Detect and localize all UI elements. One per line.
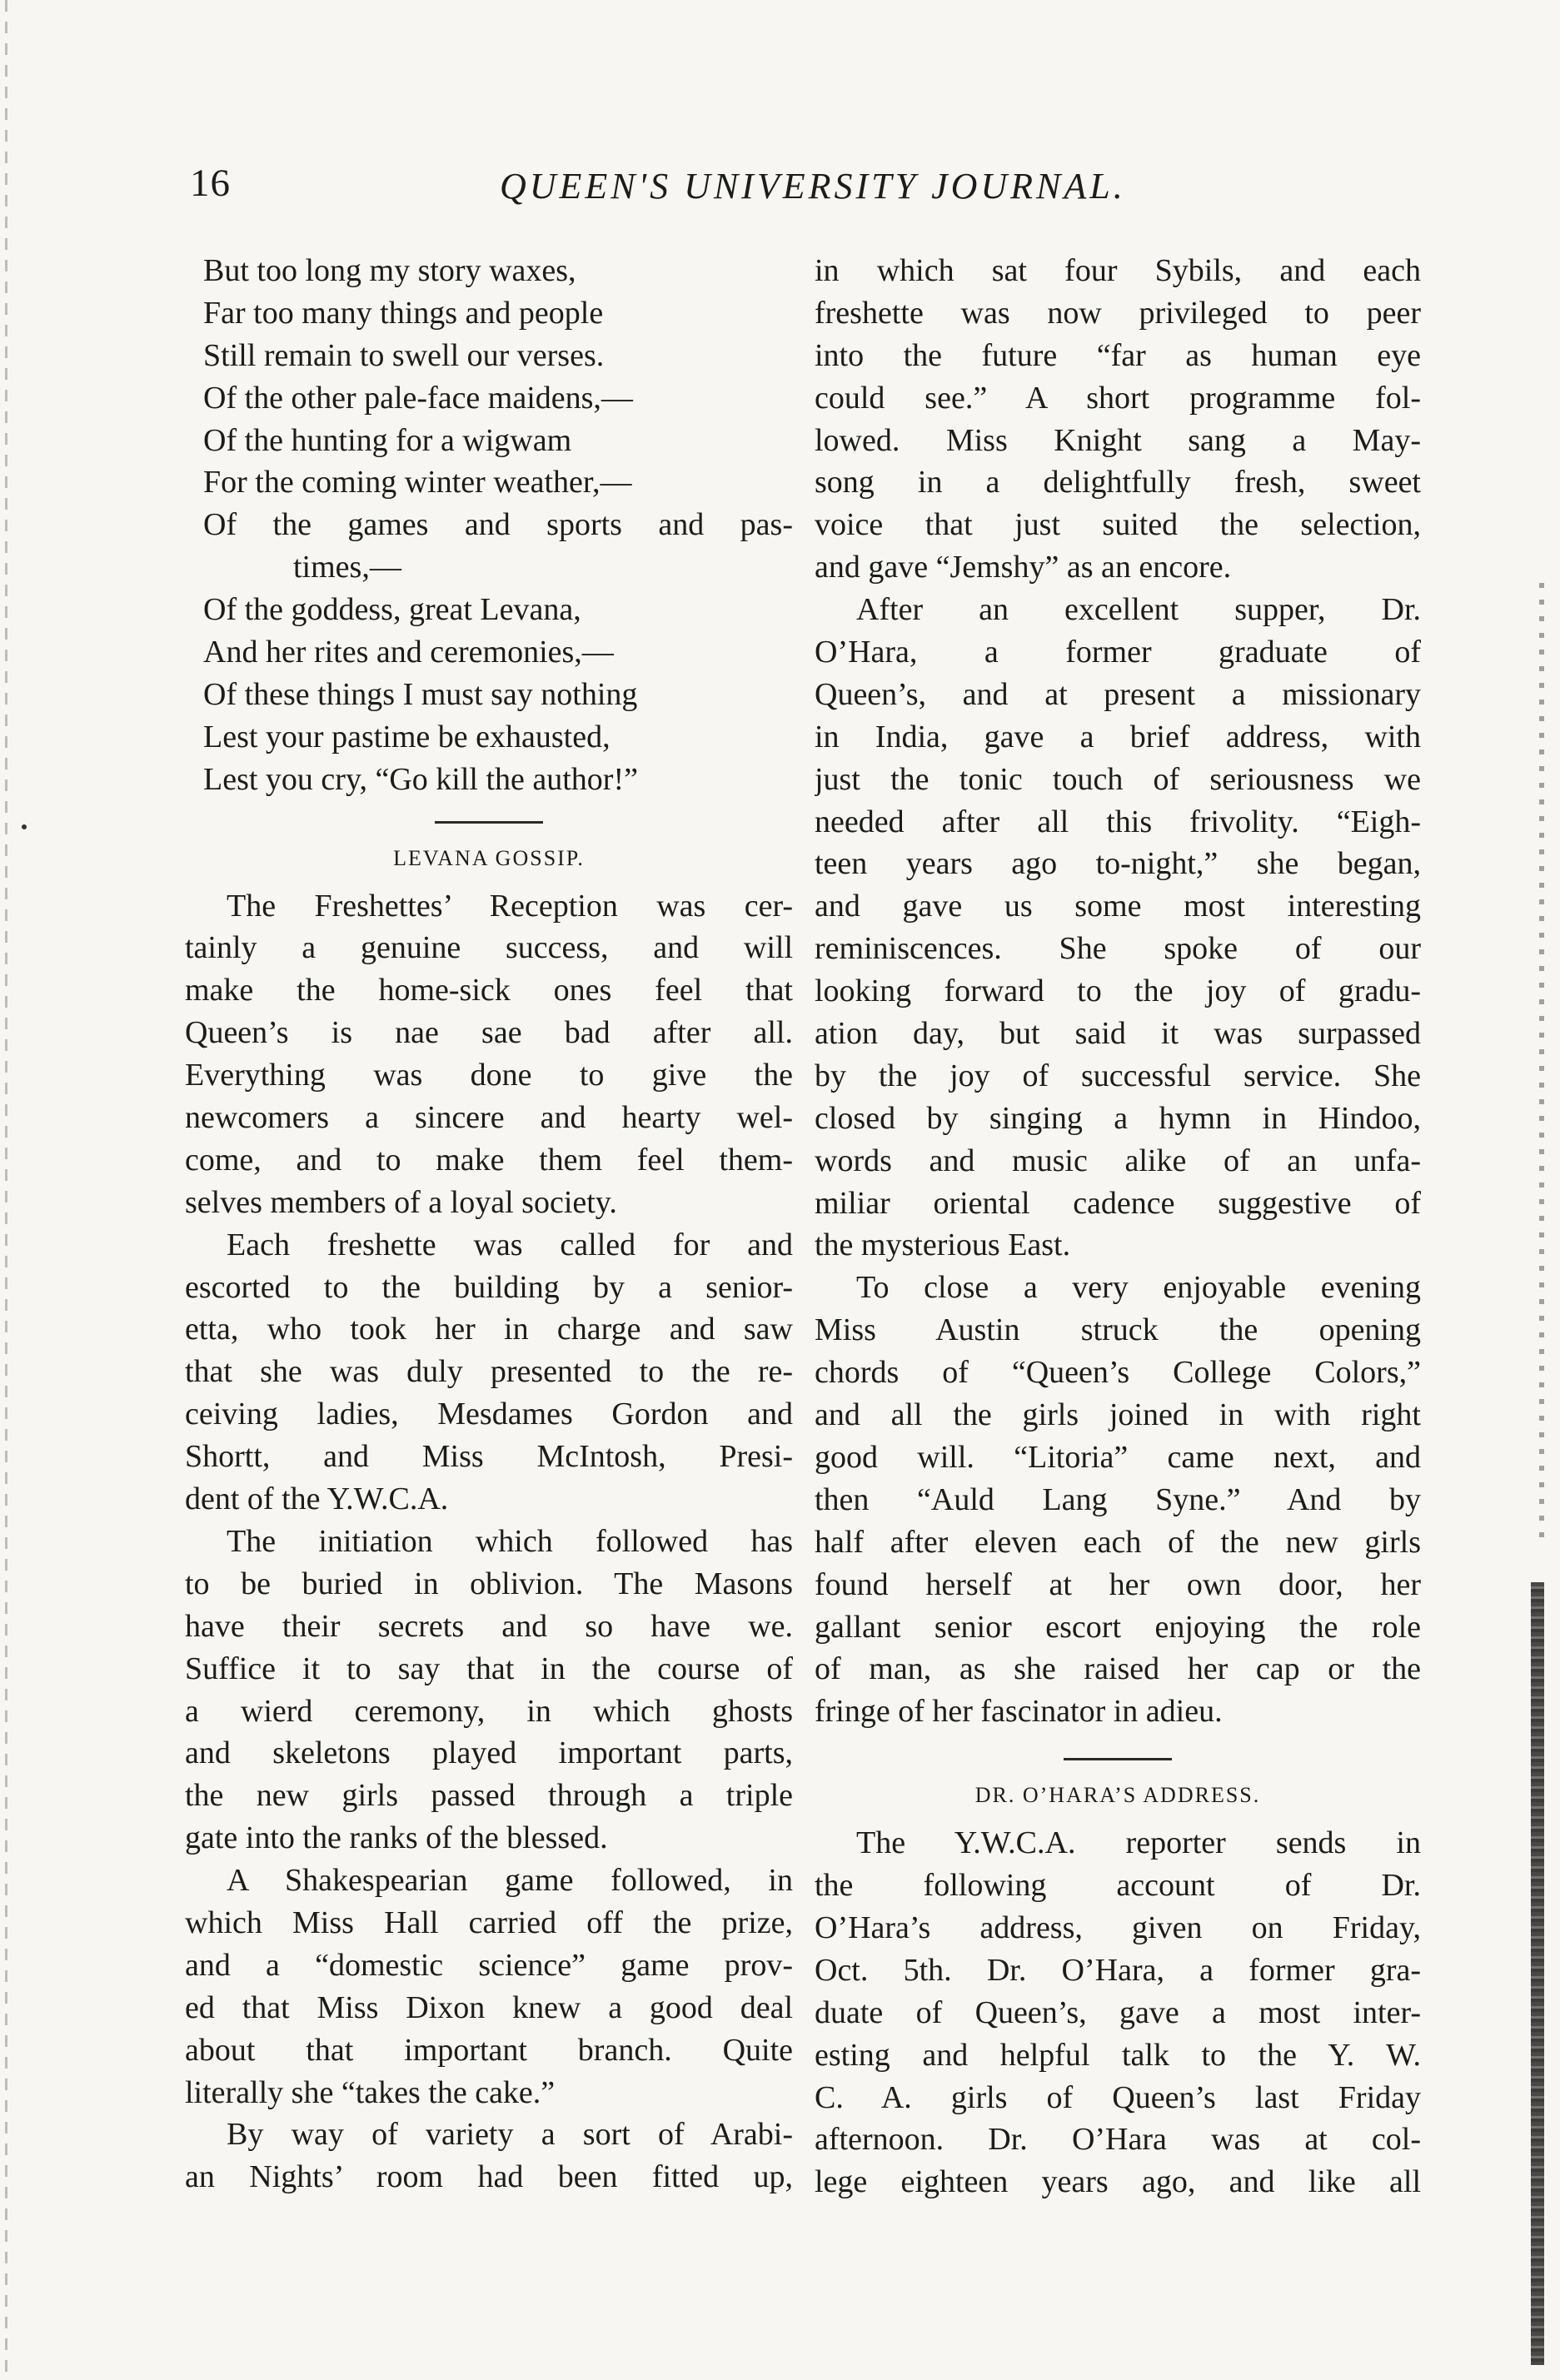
verse-line: Of these things I must say nothing <box>203 676 638 712</box>
text-line: closed by singing a hymn in Hindoo, <box>815 1100 1421 1136</box>
text-line: O’Hara’s address, given on Friday, <box>815 1909 1421 1945</box>
scan-speck <box>22 824 27 829</box>
poem-stanza <box>185 250 793 801</box>
paragraph <box>815 589 1421 1267</box>
paragraph <box>815 250 1421 589</box>
text-line: make the home-sick ones feel that <box>185 973 793 1008</box>
text-line: half after eleven each of the new girls <box>815 1524 1421 1560</box>
verse-line: And her rites and ceremonies,— <box>203 635 614 670</box>
text-line: good will. “Litoria” came next, and <box>815 1439 1421 1475</box>
text-line: To close a very enjoyable evening <box>856 1270 1421 1306</box>
text-line: lege eighteen years ago, and like all <box>815 2164 1421 2200</box>
verse-line: But too long my story waxes, <box>203 253 576 288</box>
text-line: C. A. girls of Queen’s last Friday <box>815 2079 1421 2115</box>
text-line: After an excellent supper, Dr. <box>856 592 1421 628</box>
text-line: words and music alike of an unfa- <box>815 1143 1421 1178</box>
text-line: reminiscences. She spoke of our <box>815 931 1421 967</box>
text-line: The Freshettes’ Reception was cer- <box>227 888 793 924</box>
text-line: song in a delightfully fresh, sweet <box>815 465 1421 500</box>
text-line: which Miss Hall carried off the prize, <box>185 1904 793 1940</box>
text-line: miliar oriental cadence suggestive of <box>815 1185 1421 1221</box>
text-line: selves members of a loyal society. <box>185 1184 617 1220</box>
text-line: newcomers a sincere and hearty wel- <box>185 1100 793 1136</box>
text-line: and gave “Jemshy” as an encore. <box>815 550 1232 585</box>
text-line: chords of “Queen’s College Colors,” <box>815 1355 1421 1391</box>
text-line: freshette was now privileged to peer <box>815 295 1421 331</box>
scan-right-edge-lower <box>1531 1582 1544 2365</box>
paragraph <box>185 1860 793 2114</box>
verse-line: Of the games and sports and pas- <box>203 507 793 543</box>
text-line: and a “domestic science” game prov- <box>185 1947 793 1983</box>
verse-line: Still remain to swell our verses. <box>203 337 605 373</box>
text-line: dent of the Y.W.C.A. <box>185 1481 449 1517</box>
text-line: O’Hara, a former graduate of <box>815 635 1421 670</box>
text-line: The initiation which followed has <box>227 1523 793 1559</box>
left-column <box>185 250 793 2198</box>
section-divider <box>1064 1758 1172 1760</box>
scan-left-edge <box>5 0 7 2380</box>
verse-line: Lest you cry, “Go kill the author!” <box>203 761 638 797</box>
text-line: afternoon. Dr. O’Hara was at col- <box>815 2122 1421 2158</box>
text-line: the mysterious East. <box>815 1227 1071 1263</box>
text-line: literally she “takes the cake.” <box>185 2074 556 2110</box>
text-line: looking forward to the joy of gradu- <box>815 973 1421 1009</box>
text-line: and gave us some most interesting <box>815 889 1421 924</box>
text-line: the following account of Dr. <box>815 1868 1421 1904</box>
text-line: esting and helpful talk to the Y. W. <box>815 2037 1421 2073</box>
text-line: just the tonic touch of seriousness we <box>815 761 1421 797</box>
section-divider <box>435 821 543 824</box>
paragraph <box>815 1822 1421 2203</box>
text-line: of man, as she raised her cap or the <box>815 1651 1421 1687</box>
text-line: Everything was done to give the <box>185 1058 793 1093</box>
text-line: that she was duly presented to the re- <box>185 1354 793 1390</box>
section-heading-levana-gossip: LEVANA GOSSIP. <box>393 845 585 870</box>
right-column <box>815 250 1421 2203</box>
text-line: escorted to the building by a senior- <box>185 1269 793 1305</box>
text-line: and skeletons played important parts, <box>185 1735 793 1771</box>
text-line: a wierd ceremony, in which ghosts <box>185 1693 793 1729</box>
paragraph <box>185 1521 793 1860</box>
paragraph <box>185 2114 793 2198</box>
text-line: about that important branch. Quite <box>185 2032 793 2068</box>
text-line: could see.” A short programme fol- <box>815 380 1421 416</box>
text-line: etta, who took her in charge and saw <box>185 1312 793 1347</box>
text-line: Each freshette was called for and <box>227 1227 793 1262</box>
text-line: into the future “far as human eye <box>815 337 1421 373</box>
text-line: gate into the ranks of the blessed. <box>185 1820 608 1856</box>
paragraph <box>185 1224 793 1521</box>
text-line: in which sat four Sybils, and each <box>815 253 1421 288</box>
text-line: to be buried in oblivion. The Masons <box>185 1566 793 1601</box>
text-line: ed that Miss Dixon knew a good deal <box>185 1989 793 2025</box>
verse-line: Far too many things and people <box>203 295 604 331</box>
text-line: Shortt, and Miss McIntosh, Presi- <box>185 1439 793 1475</box>
verse-line: For the coming winter weather,— <box>203 465 632 500</box>
paragraph <box>815 1267 1421 1733</box>
text-line: and all the girls joined in with right <box>815 1397 1421 1433</box>
text-line: Queen’s is nae sae bad after all. <box>185 1015 793 1051</box>
verse-line: Of the goddess, great Levana, <box>203 592 581 628</box>
text-line: voice that just suited the selection, <box>815 507 1421 543</box>
text-line: then “Auld Lang Syne.” And by <box>815 1481 1421 1517</box>
text-line: found herself at her own door, her <box>815 1566 1421 1602</box>
text-line: duate of Queen’s, gave a most inter- <box>815 1994 1421 2030</box>
text-line: have their secrets and so have we. <box>185 1608 793 1644</box>
paragraph <box>185 885 793 1224</box>
text-line: Miss Austin struck the opening <box>815 1312 1421 1348</box>
text-line: an Nights’ room had been fitted up, <box>185 2159 793 2195</box>
text-line: in India, gave a brief address, with <box>815 719 1421 754</box>
text-line: teen years ago to-night,” she began, <box>815 846 1421 882</box>
text-line: lowed. Miss Knight sang a May- <box>815 422 1421 458</box>
text-line: Queen’s, and at present a missionary <box>815 676 1421 712</box>
text-line: ceiving ladies, Mesdames Gordon and <box>185 1397 793 1432</box>
text-line: tainly a genuine success, and will <box>185 930 793 966</box>
text-line: ation day, but said it was surpassed <box>815 1016 1421 1052</box>
text-line: fringe of her fascinator in adieu. <box>815 1694 1223 1730</box>
verse-line: times,— <box>293 550 401 585</box>
text-line: the new girls passed through a triple <box>185 1778 793 1814</box>
text-line: come, and to make them feel them- <box>185 1142 793 1178</box>
section-heading-ohara-address: DR. O’HARA’S ADDRESS. <box>974 1783 1261 1808</box>
text-line: gallant senior escort enjoying the role <box>815 1609 1421 1645</box>
page-number: 16 <box>190 162 231 205</box>
text-line: by the joy of successful service. She <box>815 1058 1421 1093</box>
text-line: needed after all this frivolity. “Eigh- <box>815 804 1421 839</box>
text-line: Suffice it to say that in the course of <box>185 1651 793 1686</box>
verse-line: Lest your pastime be exhausted, <box>203 719 611 754</box>
verse-line: Of the hunting for a wigwam <box>203 422 572 458</box>
text-line: Oct. 5th. Dr. O’Hara, a former gra- <box>815 1952 1421 1988</box>
scan-right-edge-upper <box>1539 583 1544 1541</box>
text-line: A Shakespearian game followed, in <box>227 1863 793 1899</box>
text-line: The Y.W.C.A. reporter sends in <box>856 1825 1421 1861</box>
verse-line: Of the other pale-face maidens,— <box>203 380 633 416</box>
running-head: QUEEN'S UNIVERSITY JOURNAL. <box>500 166 1126 207</box>
text-line: By way of variety a sort of Arabi- <box>227 2117 793 2153</box>
